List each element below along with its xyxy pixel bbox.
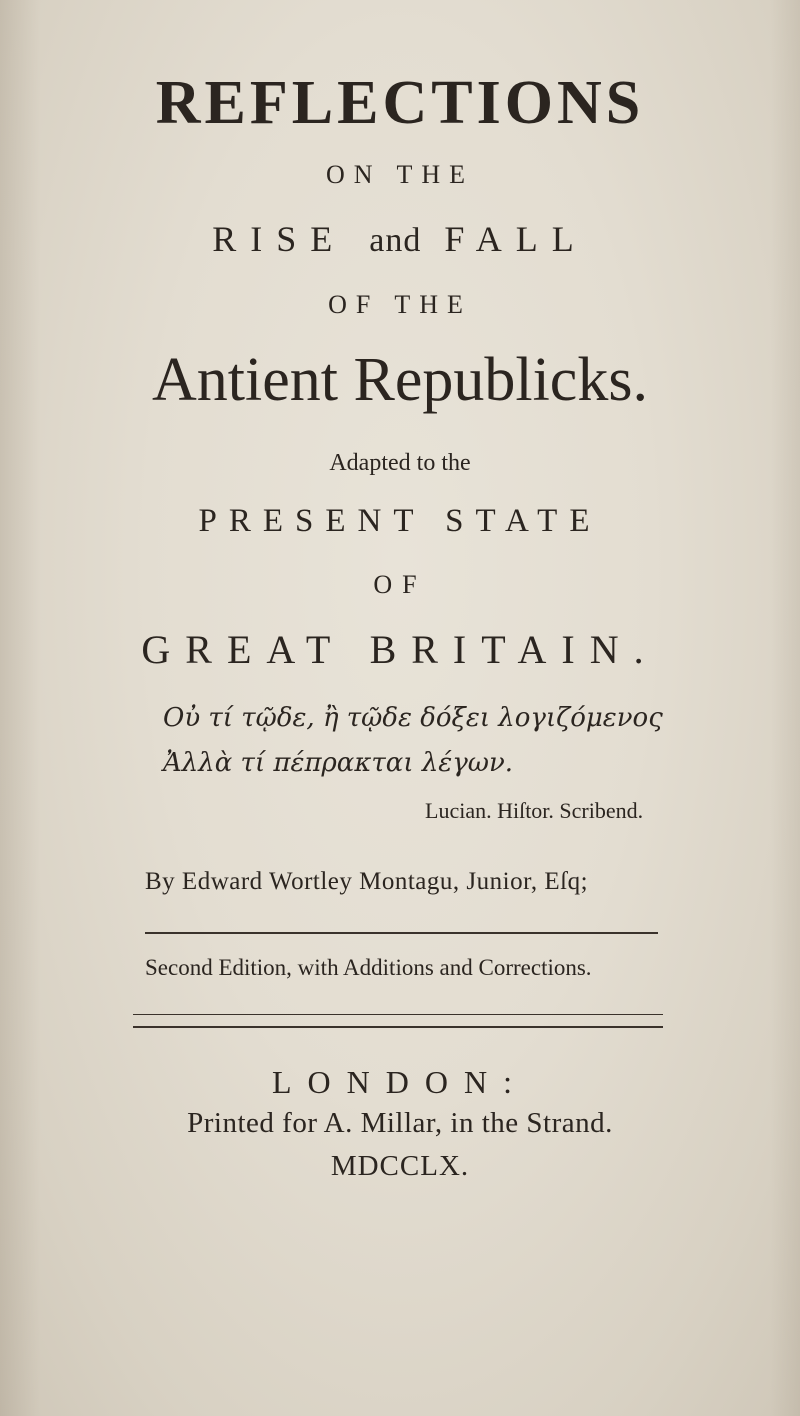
book-title: REFLECTIONS [155, 69, 645, 137]
subtitle-great-britain: GREAT BRITAIN. [141, 627, 659, 672]
epigraph-source: Lucian. Hiſtor. Scribend. [425, 798, 644, 823]
subtitle-fall: FALL [444, 219, 588, 259]
imprint-printer: Printed for A. Millar, in the Strand. [187, 1107, 613, 1139]
divider-rule [145, 932, 658, 934]
imprint-city: LONDON: [272, 1064, 528, 1100]
subtitle-and: and [369, 222, 422, 259]
double-rule-top [133, 1014, 663, 1015]
epigraph-line-2: Ἀλλὰ τί πέπρακται λέγων. [163, 748, 514, 778]
subtitle-present-state: PRESENT STATE [198, 503, 602, 539]
imprint-date: MDCCLX. [330, 1150, 470, 1182]
subtitle-antient-republicks: Antient Republicks. [152, 346, 648, 414]
edition-line: Second Edition, with Additions and Corrections. [145, 955, 592, 980]
epigraph-line-1: Οὐ τί τῷδε, ἢ τῷδε δόξει λογιζόμενος [163, 703, 663, 733]
subtitle-of: OF [373, 570, 427, 599]
subtitle-of-the: OF THE [328, 290, 472, 319]
author-line: By Edward Wortley Montagu, Junior, Eſq; [145, 868, 589, 895]
double-rule-bottom [133, 1026, 663, 1028]
subtitle-rise-and-fall [0, 218, 800, 260]
subtitle-rise: RISE [212, 219, 347, 259]
subtitle-on-the: ON THE [325, 160, 475, 189]
subtitle-adapted: Adapted to the [329, 450, 471, 476]
